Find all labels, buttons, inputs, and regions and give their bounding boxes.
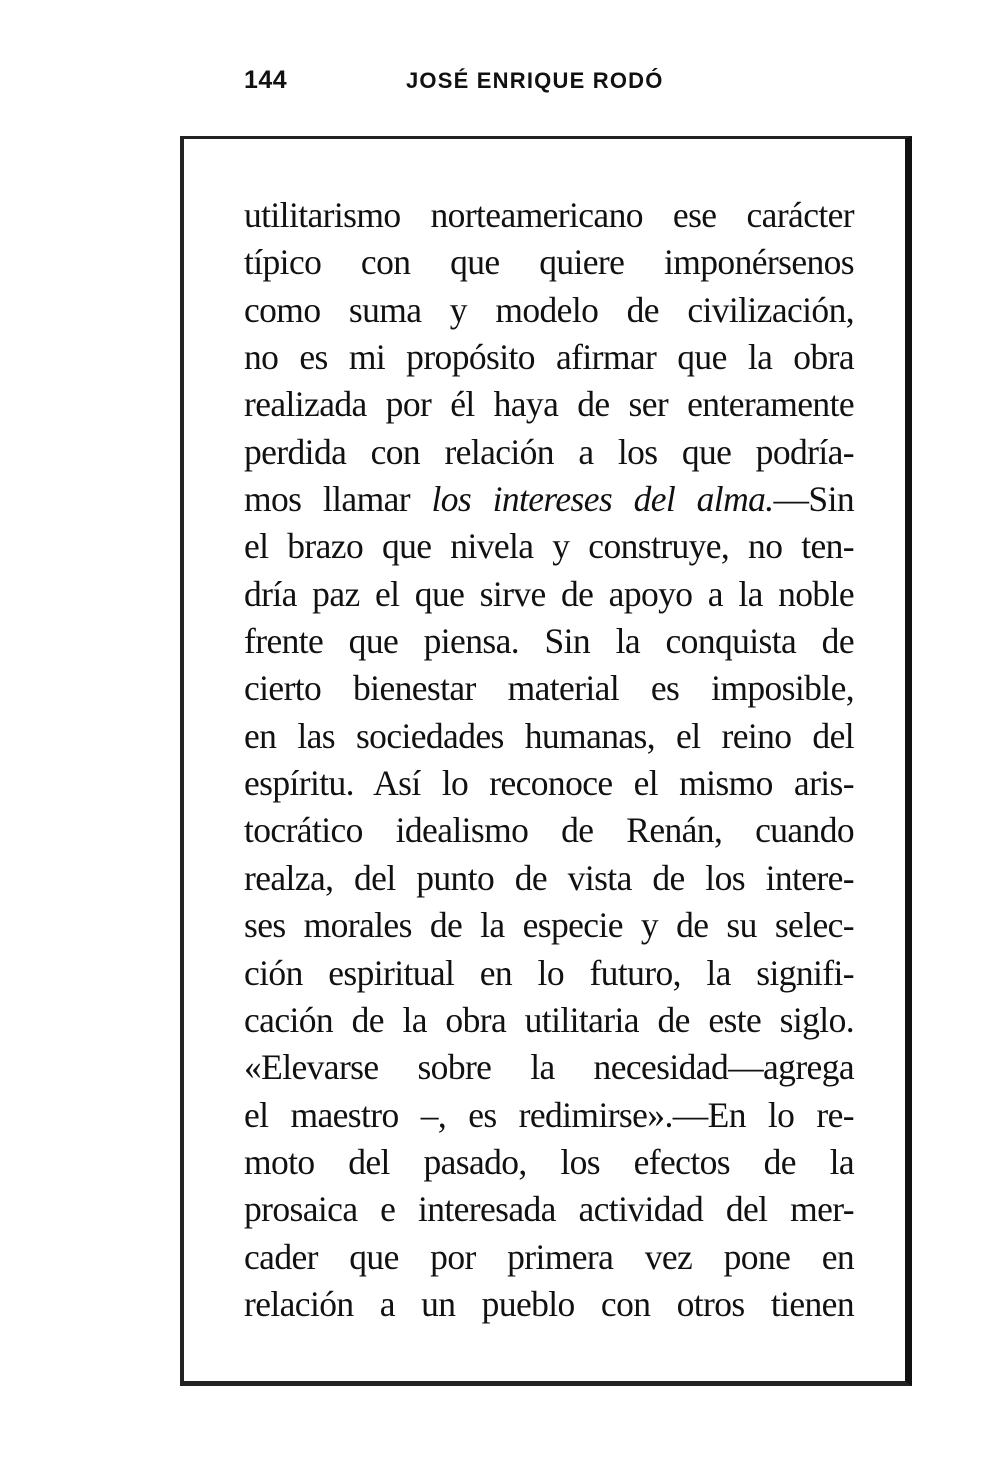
text-line: utilitarismo norteamericano ese carácter — [244, 195, 854, 235]
text-line: no es mi propósito afirmar que la obra — [244, 337, 854, 378]
text-line: realza, del punto de vista de los intere- — [244, 857, 854, 898]
text-line — [244, 476, 854, 523]
running-head: JOSÉ ENRIQUE RODÓ — [406, 68, 664, 93]
body-text — [244, 192, 854, 1328]
text-fragment: —Sin — [773, 479, 854, 520]
text-line: prosaica e interesada actividad del mer- — [244, 1189, 854, 1230]
text-line: «Elevarse sobre la necesidad—agrega — [244, 1047, 854, 1088]
text-fragment: mos llamar — [244, 479, 432, 520]
text-line: cader que por primera vez pone en — [244, 1236, 854, 1277]
page-header — [0, 66, 1000, 106]
text-line: perdida con relación a los que podría- — [244, 431, 854, 472]
text-line: cación de la obra utilitaria de este siglo. — [244, 999, 854, 1040]
page-number: 144 — [244, 66, 288, 94]
text-line: el maestro –, es redimirse».—En lo re- — [244, 1094, 854, 1135]
text-line: dría paz el que sirve de apoyo a la noble — [244, 573, 854, 614]
text-line: ción espiritual en lo futuro, la signifi- — [244, 952, 854, 993]
text-line: típico con que quiere imponérsenos — [244, 242, 854, 283]
text-line: espíritu. Así lo reconoce el mismo aris- — [244, 763, 854, 804]
italic-phrase: los intereses del alma. — [431, 479, 774, 520]
text-line: en las sociedades humanas, el reino del — [244, 715, 854, 756]
text-line: moto del pasado, los efectos de la — [244, 1141, 854, 1182]
text-line: cierto bienestar material es imposible, — [244, 668, 854, 709]
text-line: tocrático idealismo de Renán, cuando — [244, 810, 854, 851]
text-line: realizada por él haya de ser enteramente — [244, 384, 854, 425]
text-line: relación a un pueblo con otros tienen — [244, 1283, 854, 1324]
text-line: ses morales de la especie y de su selec- — [244, 905, 854, 946]
text-line: el brazo que nivela y construye, no ten- — [244, 526, 854, 567]
text-line: frente que piensa. Sin la conquista de — [244, 621, 854, 662]
text-line: como suma y modelo de civilización, — [244, 289, 854, 330]
